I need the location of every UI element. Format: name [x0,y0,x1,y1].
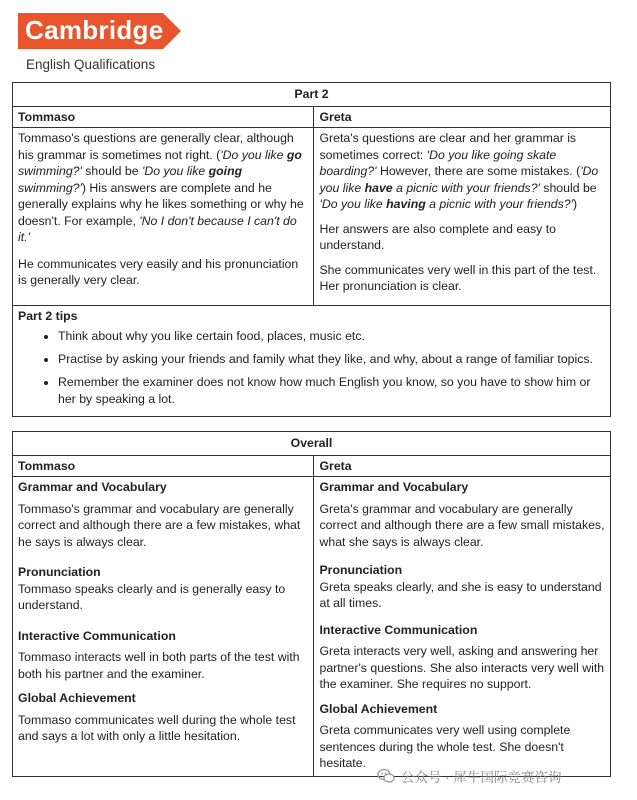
tommaso-ic-title: Interactive Communication [18,628,176,643]
part2-greta-paragraph-1: Greta's questions are clear and her grammar is sometimes correct: 'Do you like going skate boarding?' However, there are some mistakes. ('Do you like have a picnic with your friends?' should be 'Do you like having a picnic with your friends?') [319,131,599,211]
watermark-text: 公众号 · 犀牛国际竞赛咨询 [401,770,562,785]
greta-ic-text: Greta interacts very well, asking and answering her partner's questions. She also interacts very well with the examiner. She requires no support. [319,644,605,691]
tip-item: • Practise by asking your friends and family what they like, and why, about a range of familiar topics. [58,351,605,368]
overall-table [12,431,611,777]
greta-ga-title: Global Achievement [319,701,438,716]
greta-gv-title: Grammar and Vocabulary [319,480,469,494]
part2-tommaso-paragraph-2: He communicates very easily and his pronunciation is generally very clear. [18,256,299,287]
wechat-icon [377,768,395,784]
greta-pron-title: Pronunciation [319,563,403,577]
tommaso-ic-text: Tommaso interacts well in both parts of the test with both his partner and the examiner. [18,650,300,681]
overall-tommaso-header: Tommaso [13,455,314,477]
overall-greta-header: Greta [314,455,611,477]
tommaso-pron-text: Tommaso speaks clearly and is generally easy to understand. [18,581,286,612]
greta-ga-text: Greta communicates very well using complete sentences during the whole test. She doesn't hesitate. [319,723,571,770]
overall-greta-cell [314,477,611,777]
part2-greta-paragraph-3: She communicates very well in this part of the test. Her pronunciation is clear. [319,262,597,293]
tommaso-gv-title: Grammar and Vocabulary [18,480,167,494]
part2-tips-cell [13,305,611,417]
part2-greta-cell [314,128,611,306]
part2-table [12,82,611,417]
part2-tommaso-paragraph-1: Tommaso's questions are generally clear, although his grammar is sometimes not right. ('Do you like go swimming?' should be 'Do you like going swimming?') His answers are complete and he generally explains why he likes something or why he doesn't. For example, 'No I don't because I can't do it.' [18,131,304,244]
watermark [377,766,562,786]
tommaso-ga-title: Global Achievement [18,691,136,705]
tommaso-pron-title: Pronunciation [18,565,101,579]
part2-tips-header: Part 2 tips [18,308,78,323]
overall-title: Overall [13,432,611,456]
logo-wordmark: Cambridge [25,15,164,45]
part2-tips-list [18,328,605,408]
tommaso-ga-text: Tommaso communicates well during the whole test and says a lot with only a little hesitation. [18,712,296,743]
part2-greta-paragraph-2: Her answers are also complete and easy to understand. [319,221,556,252]
part2-greta-header: Greta [314,106,611,128]
tommaso-gv-text: Tommaso's grammar and vocabulary are generally correct and although there are a few mistakes, what he says is always clear. [18,501,301,549]
cambridge-logo [18,13,181,49]
overall-tommaso-cell [13,477,314,777]
tip-item: • Remember the examiner does not know how much English you know, so you have to show him or her by speaking a lot. [58,374,605,408]
greta-ic-title: Interactive Communication [319,622,478,637]
tip-item: • Think about why you like certain food, places, music etc. [58,328,605,345]
logo-tagline: English Qualifications [26,57,156,72]
part2-tommaso-cell [13,128,314,306]
greta-pron-text: Greta speaks clearly, and she is easy to understand at all times. [319,579,602,610]
part2-title: Part 2 [13,83,611,107]
greta-gv-text: Greta's grammar and vocabulary are generally correct and although there are a few small mistakes, what she says is always clear. [319,501,605,549]
part2-tommaso-header: Tommaso [13,106,314,128]
